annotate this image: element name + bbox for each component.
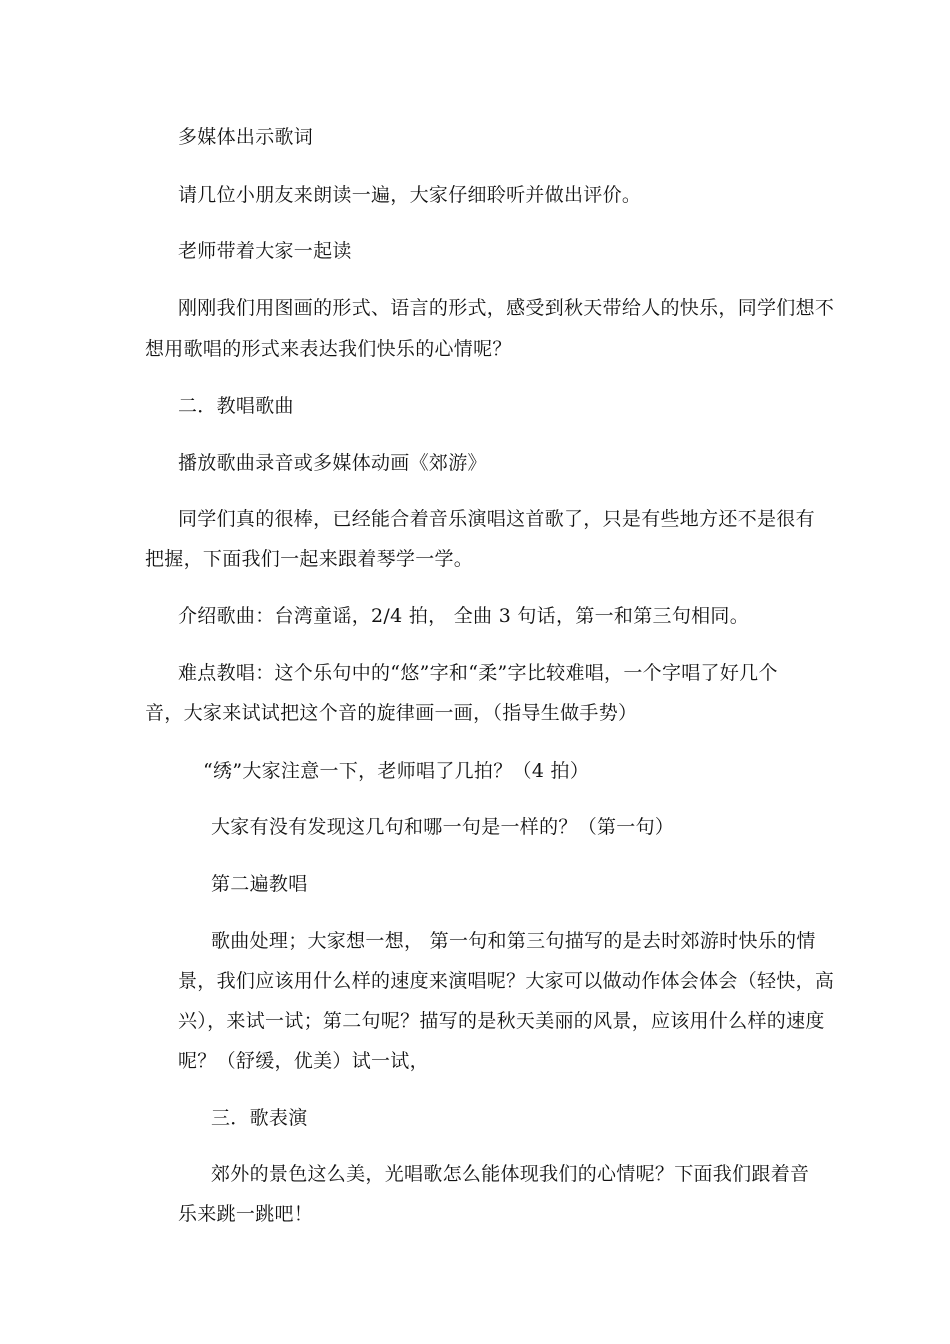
text-line-play-recording: 播放歌曲录音或多媒体动画《郊游》 bbox=[178, 452, 487, 474]
text-line-praise-1: 同学们真的很棒，已经能合着音乐演唱这首歌了，只是有些地方还不是很有 bbox=[178, 508, 815, 530]
text-line-difficulty-2: 音，大家来试试把这个音的旋律画一画，（指导生做手势） bbox=[145, 702, 638, 724]
text-line-dance-2: 乐来跳一跳吧！ bbox=[178, 1203, 314, 1225]
text-line-same-phrase: 大家有没有发现这几句和哪一句是一样的？（第一句） bbox=[211, 816, 675, 838]
text-line-processing-2: 景，我们应该用什么样的速度来演唱呢？大家可以做动作体会体会（轻快，高 bbox=[178, 970, 835, 992]
text-line-processing-4: 呢？（舒缓，优美）试一试， bbox=[178, 1050, 429, 1072]
text-line-processing-3: 兴），来试一试；第二句呢？描写的是秋天美丽的风景，应该用什么样的速度 bbox=[178, 1010, 825, 1032]
text-line-read-aloud: 请几位小朋友来朗读一遍，大家仔细聆听并做出评价。 bbox=[178, 184, 642, 206]
text-line-multimedia-lyrics: 多媒体出示歌词 bbox=[178, 126, 314, 148]
text-line-teacher-reads: 老师带着大家一起读 bbox=[178, 240, 352, 262]
section-heading-teach-song: 二．教唱歌曲 bbox=[178, 395, 294, 417]
text-line-processing-1: 歌曲处理；大家想一想， 第一句和第三句描写的是去时郊游时快乐的情 bbox=[211, 930, 816, 952]
text-line-intro-2: 想用歌唱的形式来表达我们快乐的心情呢？ bbox=[145, 338, 512, 360]
text-line-beats-question: “绣”大家注意一下，老师唱了几拍？（4 拍） bbox=[203, 760, 590, 782]
text-line-praise-2: 把握，下面我们一起来跟着琴学一学。 bbox=[145, 548, 474, 570]
text-line-dance-1: 郊外的景色这么美，光唱歌怎么能体现我们的心情呢？下面我们跟着音 bbox=[211, 1163, 810, 1185]
text-line-difficulty-1: 难点教唱：这个乐句中的“悠”字和“柔”字比较难唱，一个字唱了好几个 bbox=[178, 662, 778, 684]
text-line-intro-1: 刚刚我们用图画的形式、语言的形式，感受到秋天带给人的快乐，同学们想不 bbox=[178, 297, 835, 319]
section-heading-performance: 三．歌表演 bbox=[211, 1107, 308, 1129]
text-line-second-teaching: 第二遍教唱 bbox=[211, 873, 308, 895]
text-line-song-intro: 介绍歌曲：台湾童谣，2/4 拍， 全曲 3 句话，第一和第三句相同。 bbox=[178, 605, 750, 627]
